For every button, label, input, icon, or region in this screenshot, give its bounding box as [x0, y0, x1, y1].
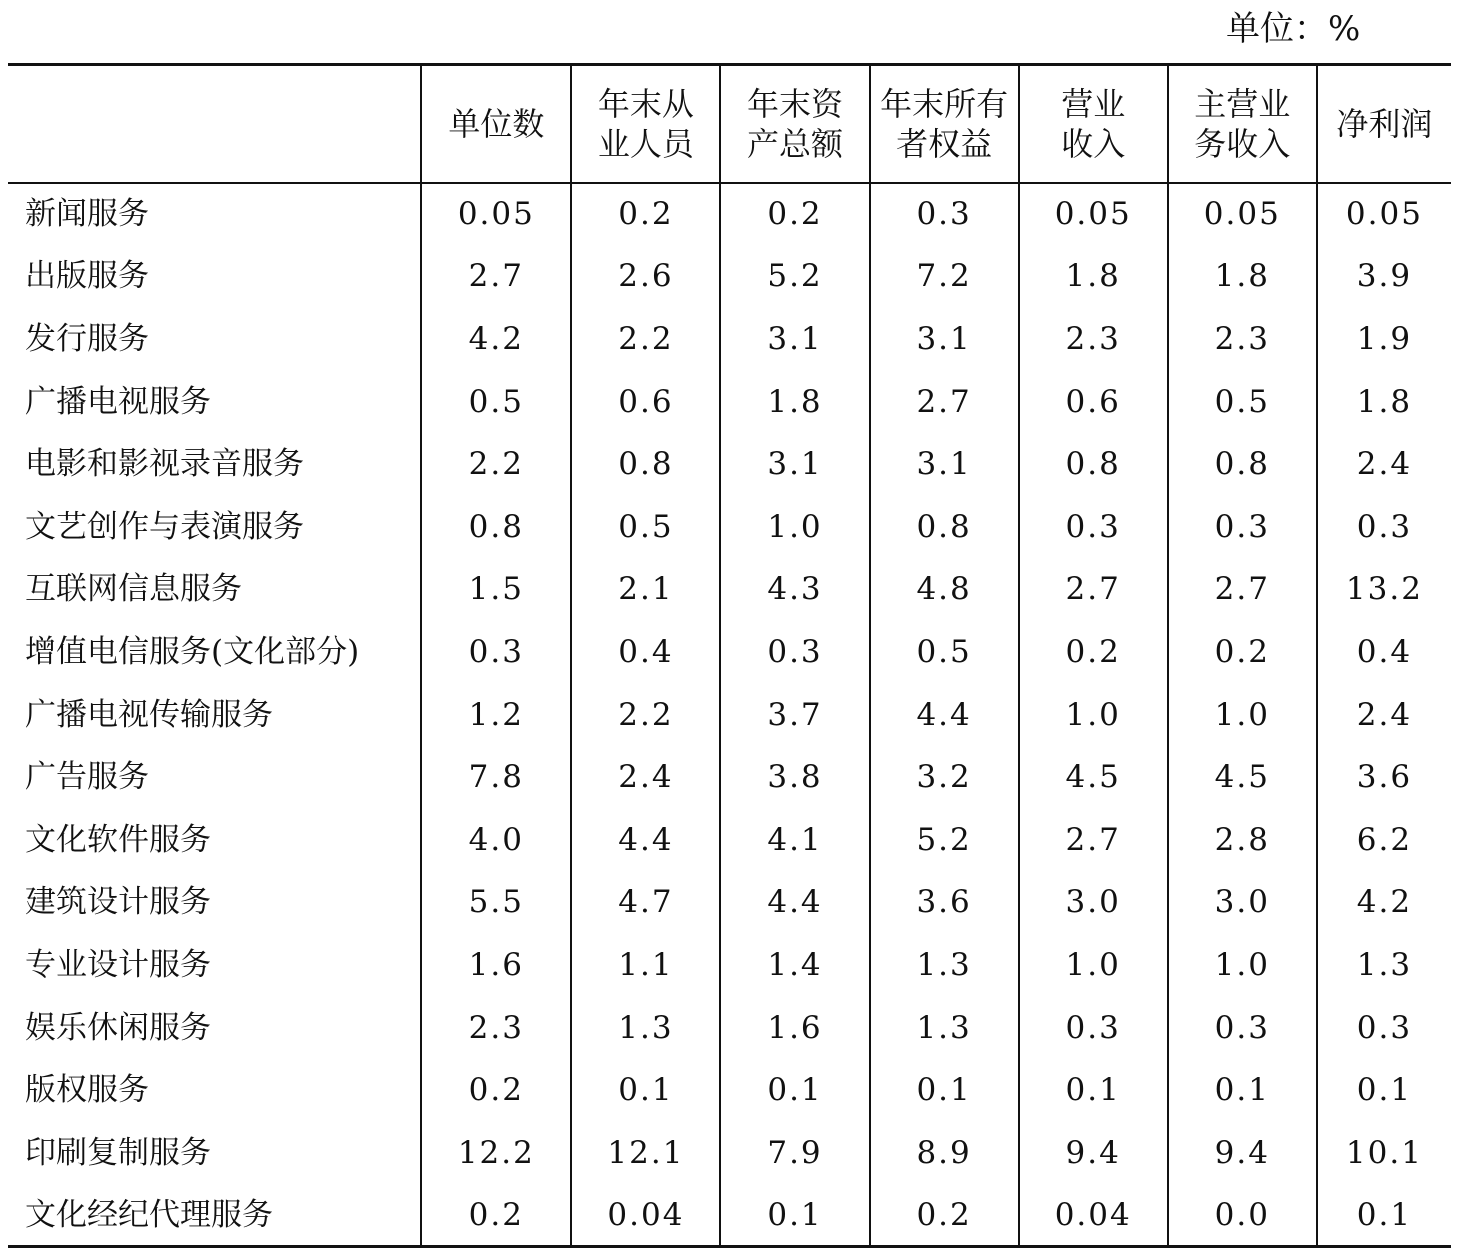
table-cell: 9.4 — [1019, 1121, 1168, 1184]
table-cell: 3.0 — [1168, 871, 1317, 934]
row-label: 广播电视服务 — [25, 383, 211, 420]
row-label: 发行服务 — [25, 320, 149, 357]
table-cell: 4.5 — [1019, 746, 1168, 809]
table-cell: 0.5 — [421, 370, 571, 433]
table-cell: 0.04 — [1019, 1184, 1168, 1247]
table-cell: 0.2 — [1168, 621, 1317, 684]
table-cell: 5.2 — [870, 808, 1019, 871]
table-cell: 2.7 — [1168, 558, 1317, 621]
table-cell: 1.3 — [571, 996, 720, 1059]
table-cell: 0.8 — [1168, 433, 1317, 496]
table-cell: 0.05 — [421, 183, 571, 246]
table-row — [8, 183, 1451, 246]
table-cell: 2.4 — [571, 746, 720, 809]
table-cell: 0.1 — [720, 1059, 869, 1122]
row-label: 电影和影视录音服务 — [25, 446, 304, 483]
row-label: 互联网信息服务 — [25, 571, 242, 608]
table-cell: 0.05 — [1019, 183, 1168, 246]
row-label: 专业设计服务 — [25, 946, 211, 983]
table-cell: 1.4 — [720, 934, 869, 997]
table-cell: 3.6 — [870, 871, 1019, 934]
table-row — [8, 495, 1451, 558]
table-cell: 0.3 — [1168, 996, 1317, 1059]
table-cell: 2.2 — [571, 308, 720, 371]
table-row — [8, 1121, 1451, 1184]
table-cell: 3.6 — [1317, 746, 1451, 809]
row-label: 出版服务 — [25, 258, 149, 295]
table-cell: 0.3 — [720, 621, 869, 684]
table-cell: 0.2 — [421, 1059, 571, 1122]
table-cell: 1.3 — [1317, 934, 1451, 997]
table-cell: 2.7 — [1019, 558, 1168, 621]
table-row — [8, 934, 1451, 997]
table-cell: 0.3 — [1168, 495, 1317, 558]
table-cell: 1.8 — [720, 370, 869, 433]
table-cell: 0.8 — [1019, 433, 1168, 496]
table-cell: 4.5 — [1168, 746, 1317, 809]
table-cell: 0.1 — [720, 1184, 869, 1247]
table-cell: 0.04 — [571, 1184, 720, 1247]
table-cell: 0.2 — [421, 1184, 571, 1247]
table-cell: 1.0 — [720, 495, 869, 558]
table-cell: 3.7 — [720, 683, 869, 746]
table-row — [8, 370, 1451, 433]
column-header: 主营业 务收入 — [1168, 65, 1317, 183]
column-header: 年末所有 者权益 — [870, 65, 1019, 183]
data-table — [8, 63, 1451, 1248]
table-cell: 4.1 — [720, 808, 869, 871]
table-cell: 0.4 — [571, 621, 720, 684]
table-cell: 0.3 — [1317, 996, 1451, 1059]
table-cell: 2.2 — [421, 433, 571, 496]
table-cell: 4.4 — [571, 808, 720, 871]
table-cell: 0.3 — [1317, 495, 1451, 558]
header-row — [8, 65, 1451, 183]
table-row — [8, 871, 1451, 934]
table-row — [8, 433, 1451, 496]
table-row — [8, 558, 1451, 621]
row-label: 文化经纪代理服务 — [8, 1184, 421, 1247]
table-row — [8, 1184, 1451, 1247]
table-cell: 2.7 — [870, 370, 1019, 433]
row-label: 文化软件服务 — [25, 821, 211, 858]
table-row — [8, 245, 1451, 308]
table-row — [8, 1059, 1451, 1122]
table-cell: 0.2 — [1019, 621, 1168, 684]
table-cell: 0.05 — [1168, 183, 1317, 246]
table-cell: 0.3 — [421, 621, 571, 684]
table-cell: 3.1 — [720, 308, 869, 371]
column-header: 年末从 业人员 — [571, 65, 720, 183]
column-header: 营业 收入 — [1019, 65, 1168, 183]
table-cell: 2.2 — [571, 683, 720, 746]
table-cell: 7.8 — [421, 746, 571, 809]
row-label: 增值电信服务(文化部分) — [25, 633, 360, 670]
table-cell: 2.3 — [1019, 308, 1168, 371]
table-cell: 4.4 — [720, 871, 869, 934]
table-cell: 10.1 — [1317, 1121, 1451, 1184]
table-cell: 1.8 — [1019, 245, 1168, 308]
table-cell: 1.1 — [571, 934, 720, 997]
table-cell: 4.3 — [720, 558, 869, 621]
table-cell: 0.5 — [571, 495, 720, 558]
table-cell: 0.1 — [1317, 1059, 1451, 1122]
column-header: 净利润 — [1317, 65, 1451, 183]
table-cell: 1.8 — [1317, 370, 1451, 433]
column-header: 年末资 产总额 — [720, 65, 869, 183]
table-cell: 0.2 — [720, 183, 869, 246]
header-corner — [8, 65, 421, 183]
table-row — [8, 308, 1451, 371]
table-cell: 0.8 — [870, 495, 1019, 558]
table-cell: 2.1 — [571, 558, 720, 621]
row-label: 娱乐休闲服务 — [25, 1009, 211, 1046]
table-cell: 7.2 — [870, 245, 1019, 308]
table-cell: 4.2 — [421, 308, 571, 371]
table-cell: 0.6 — [571, 370, 720, 433]
table-cell: 0.1 — [870, 1059, 1019, 1122]
table-cell: 2.3 — [421, 996, 571, 1059]
table-cell: 4.4 — [870, 683, 1019, 746]
table-cell: 1.3 — [870, 996, 1019, 1059]
table-cell: 7.9 — [720, 1121, 869, 1184]
table-cell: 3.2 — [870, 746, 1019, 809]
table-row — [8, 621, 1451, 684]
table-cell: 8.9 — [870, 1121, 1019, 1184]
table-cell: 1.0 — [1019, 683, 1168, 746]
table-cell: 3.8 — [720, 746, 869, 809]
table-cell: 4.0 — [421, 808, 571, 871]
table-cell: 2.4 — [1317, 433, 1451, 496]
table-cell: 4.7 — [571, 871, 720, 934]
column-header: 单位数 — [421, 65, 571, 183]
table-cell: 12.2 — [421, 1121, 571, 1184]
table-row — [8, 683, 1451, 746]
table-cell: 2.6 — [571, 245, 720, 308]
table-cell: 0.3 — [1019, 495, 1168, 558]
table-row — [8, 808, 1451, 871]
table-cell: 9.4 — [1168, 1121, 1317, 1184]
table-cell: 0.1 — [571, 1059, 720, 1122]
table-cell: 0.5 — [1168, 370, 1317, 433]
table-cell: 2.4 — [1317, 683, 1451, 746]
table-cell: 1.3 — [870, 934, 1019, 997]
table-cell: 4.8 — [870, 558, 1019, 621]
table-cell: 2.7 — [1019, 808, 1168, 871]
unit-label: 单位：% — [1226, 9, 1361, 49]
table-cell: 2.8 — [1168, 808, 1317, 871]
row-label: 印刷复制服务 — [25, 1134, 211, 1171]
table-row — [8, 996, 1451, 1059]
table-cell: 1.0 — [1168, 683, 1317, 746]
table-cell: 3.1 — [870, 433, 1019, 496]
table-cell: 1.0 — [1019, 934, 1168, 997]
table-cell: 1.6 — [720, 996, 869, 1059]
table-cell: 1.9 — [1317, 308, 1451, 371]
table-cell: 0.2 — [571, 183, 720, 246]
row-label: 版权服务 — [25, 1072, 149, 1109]
table-cell: 0.2 — [870, 1184, 1019, 1247]
table-cell: 6.2 — [1317, 808, 1451, 871]
row-label: 广播电视传输服务 — [25, 696, 273, 733]
table-cell: 5.2 — [720, 245, 869, 308]
row-label: 广告服务 — [25, 759, 149, 796]
table-cell: 12.1 — [571, 1121, 720, 1184]
table-cell: 0.1 — [1317, 1184, 1451, 1247]
table-cell: 0.8 — [571, 433, 720, 496]
table-cell: 0.1 — [1168, 1059, 1317, 1122]
table-cell: 0.8 — [421, 495, 571, 558]
table-row — [8, 746, 1451, 809]
table-cell: 0.5 — [870, 621, 1019, 684]
table-cell: 3.9 — [1317, 245, 1451, 308]
table-cell: 0.0 — [1168, 1184, 1317, 1247]
row-label: 建筑设计服务 — [25, 884, 211, 921]
table-cell: 5.5 — [421, 871, 571, 934]
table-cell: 1.6 — [421, 934, 571, 997]
table-cell: 1.0 — [1168, 934, 1317, 997]
row-label: 文艺创作与表演服务 — [25, 508, 304, 545]
table-cell: 0.3 — [1019, 996, 1168, 1059]
table-cell: 0.1 — [1019, 1059, 1168, 1122]
table-cell: 0.6 — [1019, 370, 1168, 433]
table-cell: 1.5 — [421, 558, 571, 621]
table-cell: 0.05 — [1317, 183, 1451, 246]
table-cell: 3.1 — [720, 433, 869, 496]
table-cell: 1.2 — [421, 683, 571, 746]
table-cell: 4.2 — [1317, 871, 1451, 934]
row-label: 新闻服务 — [25, 196, 149, 233]
table-cell: 0.3 — [870, 183, 1019, 246]
table-cell: 3.1 — [870, 308, 1019, 371]
table-cell: 13.2 — [1317, 558, 1451, 621]
table-cell: 2.7 — [421, 245, 571, 308]
table-body — [8, 183, 1451, 1247]
table-cell: 1.8 — [1168, 245, 1317, 308]
table-cell: 2.3 — [1168, 308, 1317, 371]
table-cell: 0.4 — [1317, 621, 1451, 684]
table-cell: 3.0 — [1019, 871, 1168, 934]
